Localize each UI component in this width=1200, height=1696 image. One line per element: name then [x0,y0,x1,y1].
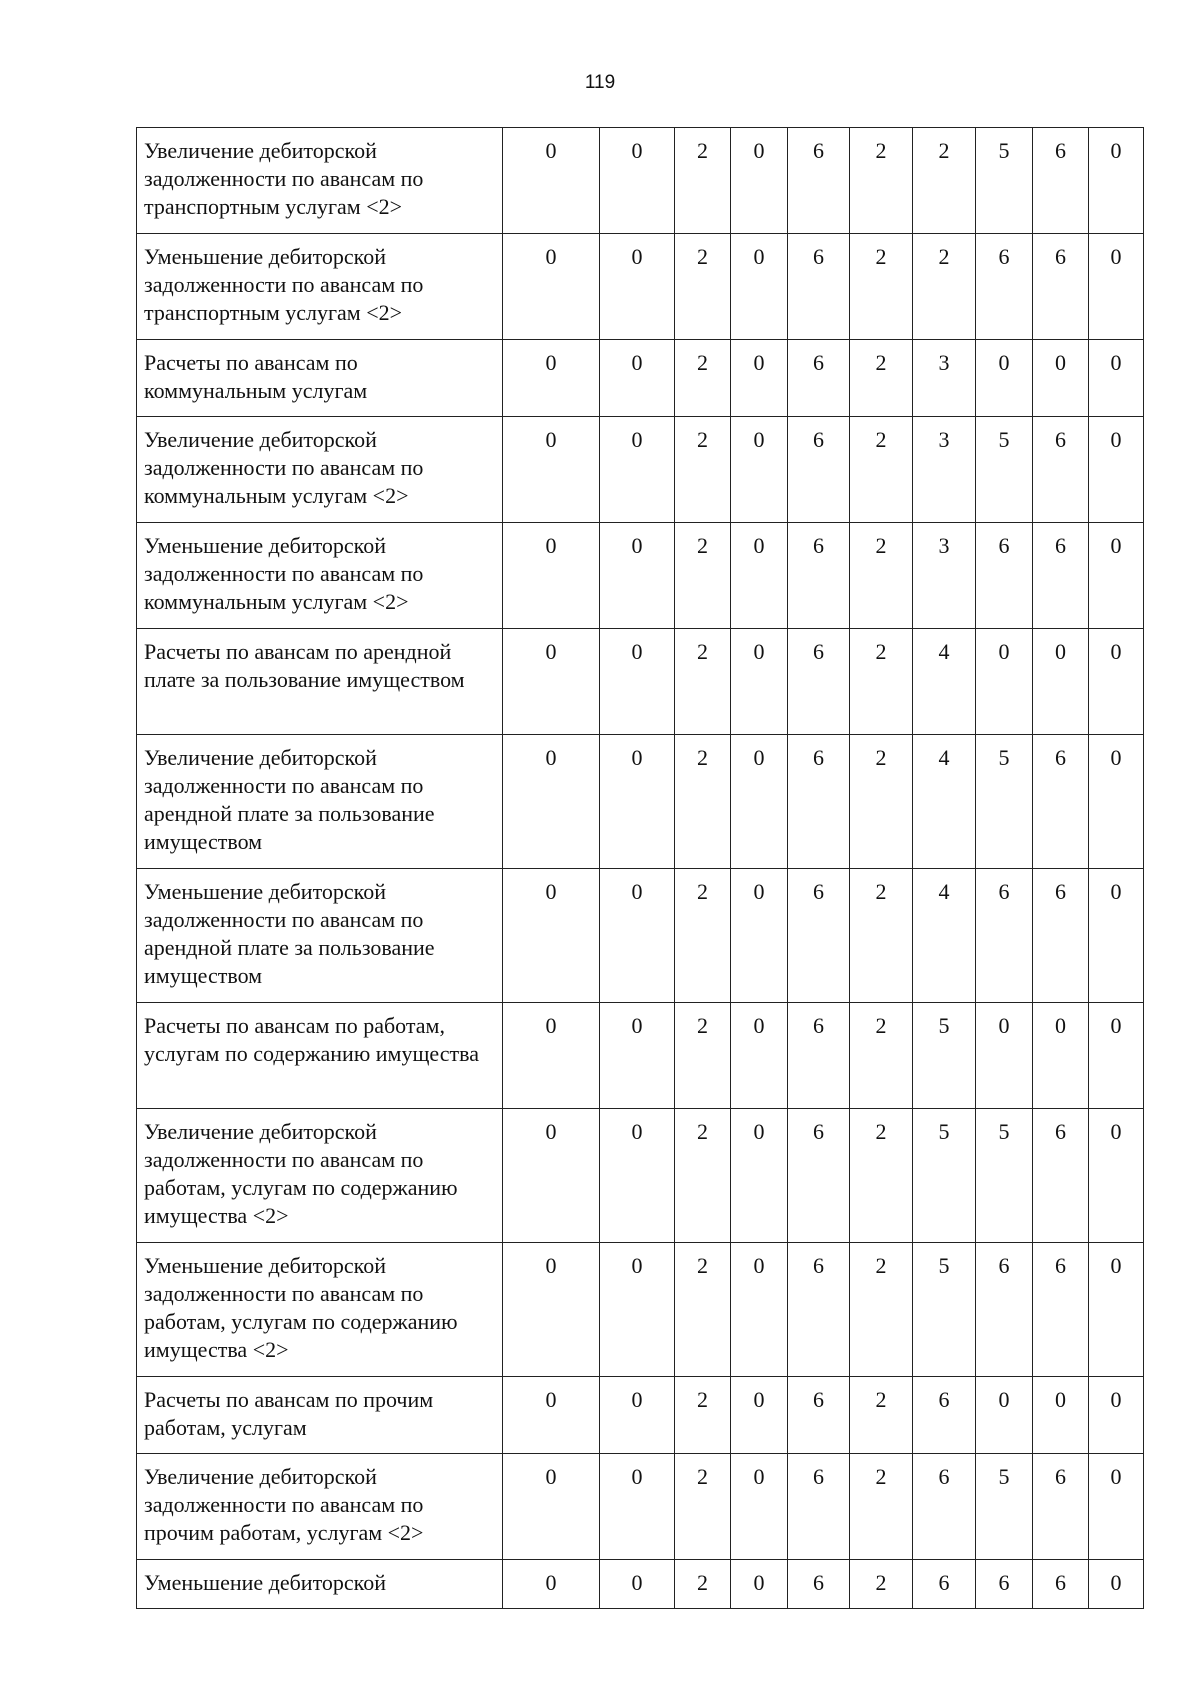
code-digit-cell: 6 [788,1003,850,1109]
code-digit-cell: 0 [1089,234,1144,340]
table-row [137,417,1144,523]
code-digit-cell: 2 [913,234,976,340]
code-digit-cell: 6 [976,1243,1033,1377]
code-digit-cell: 2 [850,523,913,629]
table-row [137,735,1144,869]
code-digit-cell: 2 [675,417,731,523]
code-digit-cell: 0 [731,340,788,417]
code-digit-cell: 0 [503,1003,600,1109]
row-name-cell: Уменьшение дебиторской [137,1560,503,1609]
code-digit-cell: 2 [675,869,731,1003]
code-digit-cell: 0 [731,128,788,234]
code-digit-cell: 2 [850,128,913,234]
row-name-cell: Расчеты по авансам по коммунальным услугам [137,340,503,417]
table-row [137,1560,1144,1609]
code-digit-cell: 0 [731,234,788,340]
code-digit-cell: 4 [913,869,976,1003]
code-digit-cell: 0 [1089,128,1144,234]
row-name-cell: Уменьшение дебиторской задолженности по авансам по работам, услугам по содержанию имущества <2> [137,1243,503,1377]
code-digit-cell: 0 [600,1560,675,1609]
code-digit-cell: 0 [503,869,600,1003]
code-digit-cell: 5 [913,1243,976,1377]
code-digit-cell: 0 [503,417,600,523]
row-name-cell: Увеличение дебиторской задолженности по авансам по работам, услугам по содержанию имущества <2> [137,1109,503,1243]
code-digit-cell: 0 [1089,1109,1144,1243]
code-digit-cell: 0 [1089,869,1144,1003]
row-name-cell: Увеличение дебиторской задолженности по авансам по транспортным услугам <2> [137,128,503,234]
code-digit-cell: 6 [788,1243,850,1377]
code-digit-cell: 0 [600,417,675,523]
code-digit-cell: 0 [503,1109,600,1243]
account-codes-table [136,127,1144,1609]
code-digit-cell: 0 [600,128,675,234]
code-digit-cell: 0 [503,629,600,735]
code-digit-cell: 6 [913,1377,976,1454]
code-digit-cell: 0 [731,523,788,629]
code-digit-cell: 0 [1089,1377,1144,1454]
code-digit-cell: 2 [850,340,913,417]
code-digit-cell: 0 [503,523,600,629]
code-digit-cell: 2 [675,234,731,340]
code-digit-cell: 6 [788,1560,850,1609]
code-digit-cell: 6 [976,1560,1033,1609]
code-digit-cell: 4 [913,629,976,735]
code-digit-cell: 2 [850,1454,913,1560]
code-digit-cell: 2 [675,1109,731,1243]
code-digit-cell: 0 [503,128,600,234]
code-digit-cell: 6 [788,1109,850,1243]
code-digit-cell: 6 [788,340,850,417]
table-row [137,629,1144,735]
code-digit-cell: 6 [1033,735,1089,869]
code-digit-cell: 0 [503,234,600,340]
code-digit-cell: 0 [600,1003,675,1109]
code-digit-cell: 6 [1033,1109,1089,1243]
code-digit-cell: 0 [600,1243,675,1377]
code-digit-cell: 0 [503,1454,600,1560]
code-digit-cell: 6 [1033,1454,1089,1560]
code-digit-cell: 6 [788,417,850,523]
code-digit-cell: 0 [503,735,600,869]
row-name-cell: Уменьшение дебиторской задолженности по авансам по коммунальным услугам <2> [137,523,503,629]
code-digit-cell: 0 [600,629,675,735]
code-digit-cell: 0 [600,234,675,340]
code-digit-cell: 6 [1033,1243,1089,1377]
code-digit-cell: 6 [1033,869,1089,1003]
table-row [137,869,1144,1003]
code-digit-cell: 0 [600,1454,675,1560]
table-row [137,1003,1144,1109]
code-digit-cell: 5 [976,1109,1033,1243]
code-digit-cell: 0 [731,1003,788,1109]
row-name-cell: Увеличение дебиторской задолженности по авансам по коммунальным услугам <2> [137,417,503,523]
code-digit-cell: 6 [1033,128,1089,234]
code-digit-cell: 2 [850,1243,913,1377]
code-digit-cell: 2 [913,128,976,234]
code-digit-cell: 0 [1033,1377,1089,1454]
row-name-cell: Увеличение дебиторской задолженности по авансам по арендной плате за пользование имуществом [137,735,503,869]
code-digit-cell: 4 [913,735,976,869]
table-row [137,340,1144,417]
code-digit-cell: 0 [976,1003,1033,1109]
code-digit-cell: 0 [1089,1243,1144,1377]
code-digit-cell: 5 [913,1109,976,1243]
table-row [137,1377,1144,1454]
code-digit-cell: 6 [788,128,850,234]
code-digit-cell: 0 [1033,340,1089,417]
row-name-cell: Расчеты по авансам по работам, услугам по содержанию имущества [137,1003,503,1109]
code-digit-cell: 0 [600,735,675,869]
code-digit-cell: 0 [1089,629,1144,735]
code-digit-cell: 3 [913,523,976,629]
table-row [137,1109,1144,1243]
code-digit-cell: 0 [1089,1560,1144,1609]
code-digit-cell: 2 [675,1560,731,1609]
code-digit-cell: 2 [675,1003,731,1109]
code-digit-cell: 2 [675,340,731,417]
code-digit-cell: 0 [731,1109,788,1243]
code-digit-cell: 6 [1033,234,1089,340]
code-digit-cell: 5 [976,128,1033,234]
code-digit-cell: 0 [1033,1003,1089,1109]
code-digit-cell: 0 [503,1560,600,1609]
code-digit-cell: 2 [675,128,731,234]
row-name-cell: Расчеты по авансам по арендной плате за пользование имуществом [137,629,503,735]
code-digit-cell: 6 [788,1454,850,1560]
code-digit-cell: 5 [913,1003,976,1109]
code-digit-cell: 2 [850,1109,913,1243]
code-digit-cell: 2 [850,417,913,523]
code-digit-cell: 0 [731,1243,788,1377]
code-digit-cell: 2 [675,1454,731,1560]
code-digit-cell: 6 [788,629,850,735]
code-digit-cell: 5 [976,1454,1033,1560]
code-digit-cell: 2 [850,1377,913,1454]
code-digit-cell: 0 [1089,1003,1144,1109]
code-digit-cell: 0 [600,340,675,417]
code-digit-cell: 0 [731,629,788,735]
code-digit-cell: 0 [976,629,1033,735]
code-digit-cell: 0 [731,735,788,869]
code-digit-cell: 2 [675,629,731,735]
code-digit-cell: 0 [600,1377,675,1454]
code-digit-cell: 6 [976,234,1033,340]
code-digit-cell: 6 [1033,1560,1089,1609]
code-digit-cell: 6 [788,869,850,1003]
code-digit-cell: 2 [675,735,731,869]
code-digit-cell: 0 [1089,735,1144,869]
code-digit-cell: 0 [731,1377,788,1454]
row-name-cell: Увеличение дебиторской задолженности по авансам по прочим работам, услугам <2> [137,1454,503,1560]
code-digit-cell: 0 [731,417,788,523]
code-digit-cell: 0 [600,1109,675,1243]
code-digit-cell: 0 [1033,629,1089,735]
table-row [137,234,1144,340]
code-digit-cell: 2 [675,1377,731,1454]
code-digit-cell: 2 [850,629,913,735]
row-name-cell: Уменьшение дебиторской задолженности по авансам по арендной плате за пользование имуществом [137,869,503,1003]
code-digit-cell: 2 [850,735,913,869]
code-digit-cell: 6 [788,523,850,629]
table-row [137,523,1144,629]
code-digit-cell: 0 [1089,523,1144,629]
code-digit-cell: 2 [850,234,913,340]
code-digit-cell: 6 [788,1377,850,1454]
code-digit-cell: 0 [503,1377,600,1454]
code-digit-cell: 3 [913,417,976,523]
code-digit-cell: 0 [731,1560,788,1609]
code-digit-cell: 6 [976,869,1033,1003]
code-digit-cell: 6 [788,234,850,340]
code-digit-cell: 6 [913,1454,976,1560]
code-digit-cell: 2 [675,1243,731,1377]
code-digit-cell: 0 [1089,1454,1144,1560]
code-digit-cell: 5 [976,735,1033,869]
code-digit-cell: 3 [913,340,976,417]
code-digit-cell: 5 [976,417,1033,523]
code-digit-cell: 0 [1089,340,1144,417]
table-row [137,128,1144,234]
code-digit-cell: 0 [731,1454,788,1560]
code-digit-cell: 6 [976,523,1033,629]
code-digit-cell: 0 [976,1377,1033,1454]
code-digit-cell: 0 [503,340,600,417]
code-digit-cell: 0 [731,869,788,1003]
table-row [137,1243,1144,1377]
code-digit-cell: 6 [1033,417,1089,523]
table-row [137,1454,1144,1560]
code-digit-cell: 2 [850,1560,913,1609]
table-body [137,128,1144,1609]
row-name-cell: Уменьшение дебиторской задолженности по авансам по транспортным услугам <2> [137,234,503,340]
code-digit-cell: 0 [503,1243,600,1377]
code-digit-cell: 6 [788,735,850,869]
code-digit-cell: 0 [600,523,675,629]
code-digit-cell: 2 [850,1003,913,1109]
code-digit-cell: 0 [976,340,1033,417]
code-digit-cell: 6 [913,1560,976,1609]
code-digit-cell: 2 [675,523,731,629]
code-digit-cell: 0 [1089,417,1144,523]
code-digit-cell: 6 [1033,523,1089,629]
page-number: 119 [584,72,616,93]
code-digit-cell: 0 [600,869,675,1003]
row-name-cell: Расчеты по авансам по прочим работам, услугам [137,1377,503,1454]
code-digit-cell: 2 [850,869,913,1003]
